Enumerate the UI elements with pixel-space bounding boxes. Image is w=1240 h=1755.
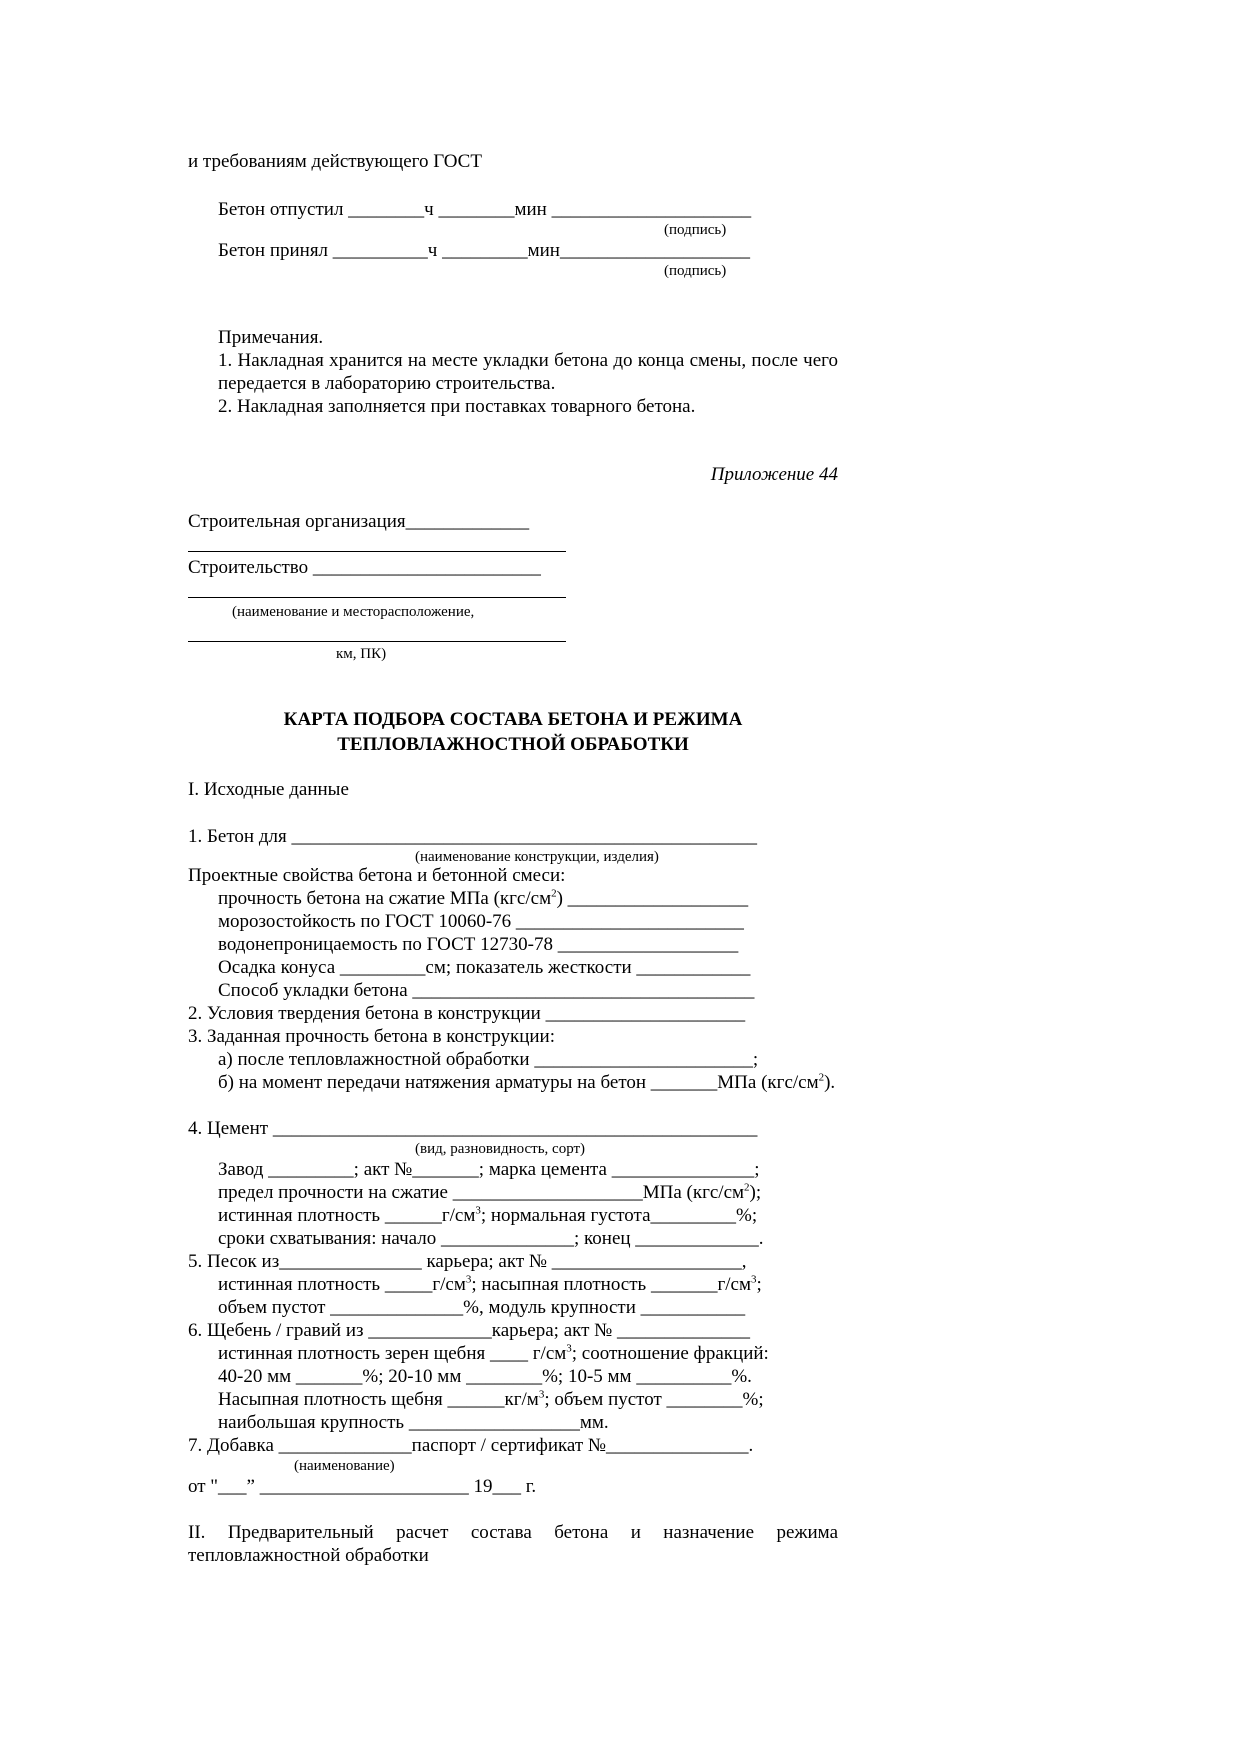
date-field: от "___” ______________________ 19___ г.: [188, 1476, 537, 1497]
signature-caption: (подпись): [664, 263, 727, 279]
concrete-for-field: 1. Бетон для _________________________________________________: [188, 826, 757, 847]
design-properties: Проектные свойства бетона и бетонной смеси:: [188, 865, 566, 886]
cement-field: 4. Цемент ___________________________________________________: [188, 1118, 758, 1139]
plant-field: Завод _________; акт №_______; марка цемента _______________;: [218, 1159, 760, 1180]
slump-field: Осадка конуса _________см; показатель жесткости ____________: [218, 957, 751, 978]
blank-line: [188, 641, 566, 642]
curing-field: 2. Условия твердения бетона в конструкции _____________________: [188, 1003, 746, 1024]
construction-field: Строительство ________________________: [188, 557, 541, 578]
setting-field: сроки схватывания: начало ______________; конец _____________.: [218, 1228, 764, 1249]
received-line: Бетон принял __________ч _________мин____________________: [218, 240, 750, 261]
blank-line: [188, 597, 566, 598]
document-title: КАРТА ПОДБОРА СОСТАВА БЕТОНА И РЕЖИМА ТЕПЛОВЛАЖНОСТНОЙ ОБРАБОТКИ: [283, 709, 743, 755]
section-1-heading: I. Исходные данные: [188, 779, 349, 800]
note-1: 1. Накладная хранится на месте укладки бетона до конца смены, после чего передается в лабораторию строительства.: [218, 350, 838, 394]
water-field: водонепроницаемость по ГОСТ 12730-78 ___________________: [218, 934, 739, 955]
placing-field: Способ укладки бетона ____________________________________: [218, 980, 755, 1001]
max-size-field: наибольшая крупность __________________мм.: [218, 1412, 609, 1433]
note-2: 2. Накладная заполняется при поставках товарного бетона.: [218, 396, 696, 417]
target-a-field: а) после тепловлажностной обработки _______________________;: [218, 1049, 759, 1070]
target-strength: 3. Заданная прочность бетона в конструкции:: [188, 1026, 555, 1047]
blank-line: [188, 551, 566, 552]
organization-field: Строительная организация_____________: [188, 511, 530, 532]
gost-text: и требованиям действующего ГОСТ: [188, 151, 482, 172]
compression-field: предел прочности на сжатие ____________________МПа $(кгс/см^2)$;: [218, 1181, 762, 1203]
section-2-heading: II. Предварительный расчет состава бетона и назначение режима тепловлажностной обработки: [188, 1522, 838, 1566]
concrete-caption: (наименование конструкции, изделия): [415, 849, 659, 865]
gravel-field: 6. Щебень / гравий из _____________карьера; акт № ______________: [188, 1320, 751, 1341]
voids-field: объем пустот ______________%, модуль крупности ___________: [218, 1297, 746, 1318]
signature-caption: (подпись): [664, 222, 727, 238]
gravel-density-field: истинная плотность зерен щебня ____ $г/см^3$; соотношение фракций:: [218, 1342, 769, 1364]
bulk-density-field: Насыпная плотность щебня $\_\_\_\_\_\_кг/м^3$; объем пустот ________%;: [218, 1388, 764, 1410]
strength-field: прочность бетона на сжатие МПа $(кгс/см^2)$ ___________________: [218, 887, 749, 909]
notes-title: Примечания.: [218, 327, 324, 348]
frost-field: морозостойкость по ГОСТ 10060-76 ________________________: [218, 911, 744, 932]
released-line: Бетон отпустил ________ч ________мин _____________________: [218, 199, 752, 220]
cement-caption: (вид, разновидность, сорт): [415, 1141, 586, 1157]
location-caption-km: км, ПК): [336, 646, 387, 662]
sand-field: 5. Песок из_______________ карьера; акт № ____________________,: [188, 1251, 747, 1272]
target-b-field: б) на момент передачи натяжения арматуры на бетон _______МПа $(кгс/см^2)$.: [218, 1071, 836, 1093]
density-field: истинная плотность $\_\_\_\_\_\_г/см^3$; нормальная густота_________%;: [218, 1204, 758, 1226]
appendix-label: Приложение 44: [710, 464, 838, 485]
fractions-field: 40-20 мм _______%; 20-10 мм ________%; 10-5 мм __________%.: [218, 1366, 752, 1387]
additive-field: 7. Добавка ______________паспорт / сертификат №_______________.: [188, 1435, 754, 1456]
additive-caption: (наименование): [294, 1458, 395, 1474]
sand-density-field: истинная плотность $\_\_\_\_\_г/см^3$; насыпная плотность $\_\_\_\_\_\_\_г/см^3$;: [218, 1273, 762, 1295]
location-caption: (наименование и месторасположение,: [232, 604, 475, 620]
